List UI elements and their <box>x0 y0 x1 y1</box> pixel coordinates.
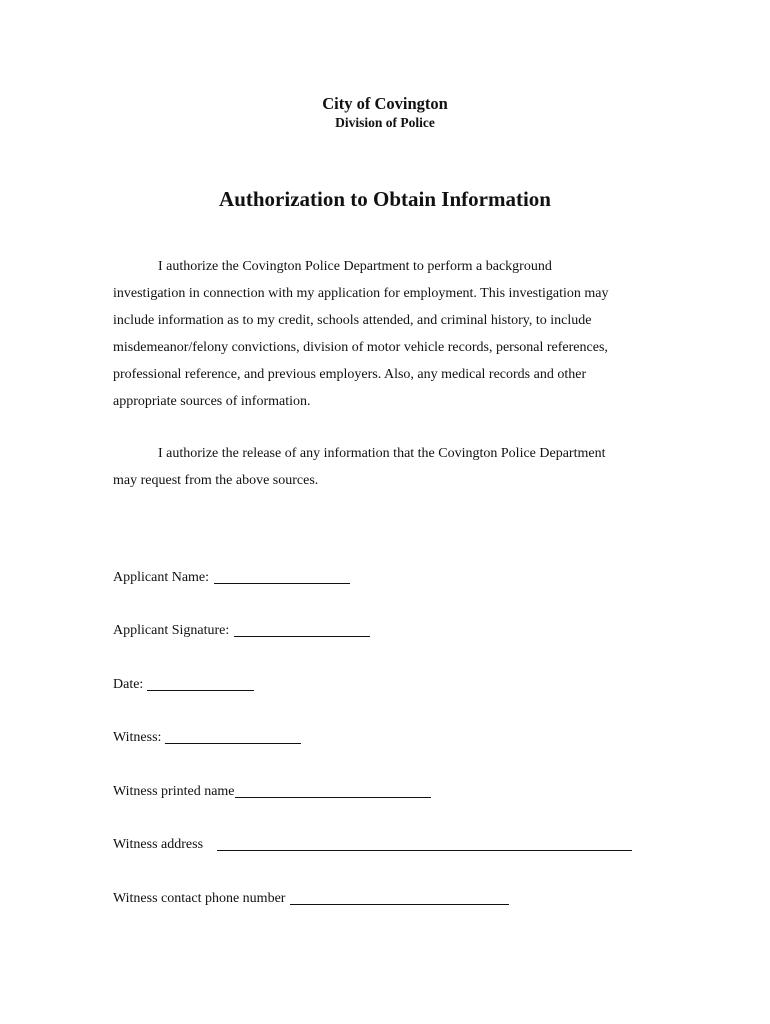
date-field <box>113 675 254 695</box>
witness-printed-name-label: Witness printed name <box>113 784 235 799</box>
date-line[interactable] <box>147 676 254 691</box>
witness-printed-name-line[interactable] <box>235 783 431 798</box>
release-paragraph <box>113 440 663 494</box>
witness-phone-label: Witness contact phone number <box>113 891 286 906</box>
paragraph-line: I authorize the release of any information that the Covington Police Department <box>158 446 606 461</box>
witness-address-line[interactable] <box>217 836 632 851</box>
city-name: City of Covington <box>322 94 448 113</box>
witness-phone-field <box>113 889 509 909</box>
applicant-name-line[interactable] <box>214 569 350 584</box>
paragraph-line: misdemeanor/felony convictions, division of motor vehicle records, personal references, <box>113 340 608 355</box>
witness-label: Witness: <box>113 730 162 745</box>
applicant-name-label: Applicant Name: <box>113 570 210 585</box>
document-title: Authorization to Obtain Information <box>219 187 551 211</box>
witness-line[interactable] <box>165 729 301 744</box>
header <box>0 94 770 132</box>
date-label: Date: <box>113 677 144 692</box>
witness-address-label: Witness address <box>113 837 204 852</box>
witness-field <box>113 728 301 748</box>
paragraph-line: investigation in connection with my application for employment. This investigation may <box>113 286 609 301</box>
witness-phone-line[interactable] <box>290 890 509 905</box>
paragraph-line: appropriate sources of information. <box>113 394 311 409</box>
applicant-signature-field <box>113 621 370 641</box>
paragraph-line: include information as to my credit, schools attended, and criminal history, to include <box>113 313 592 328</box>
witness-printed-name-field <box>113 782 431 802</box>
paragraph-line: professional reference, and previous employers. Also, any medical records and other <box>113 367 587 382</box>
paragraph-line: may request from the above sources. <box>113 473 319 488</box>
division-name: Division of Police <box>335 115 435 130</box>
paragraph-line: I authorize the Covington Police Department to perform a background <box>158 259 552 274</box>
authorization-paragraph <box>113 253 663 415</box>
applicant-signature-label: Applicant Signature: <box>113 623 230 638</box>
witness-address-field <box>113 835 632 855</box>
applicant-signature-line[interactable] <box>234 622 370 637</box>
applicant-name-field <box>113 568 350 588</box>
